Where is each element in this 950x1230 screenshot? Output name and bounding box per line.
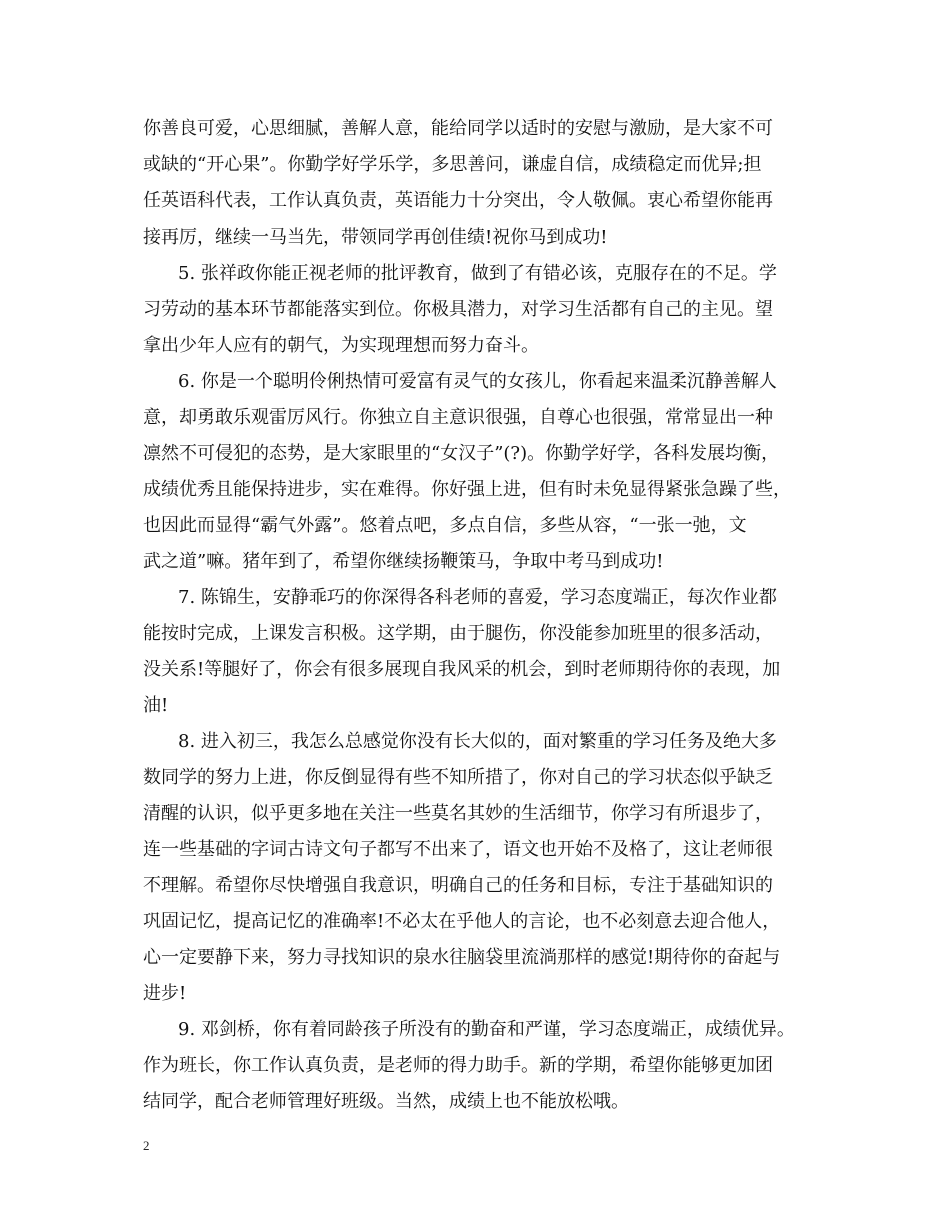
paragraph-1-line-1: 你善良可爱，心思细腻，善解人意，能给同学以适时的安慰与激励，是大家不可 [143, 118, 773, 139]
paragraph-7-line-3: 没关系!等腿好了，你会有很多展现自我风采的机会，到时老师期待你的表现，加 [143, 659, 781, 680]
paragraph-9-line-1: 9. 邓剑桥，你有着同龄孩子所没有的勤奋和严谨，学习态度端正，成绩优异。 [178, 1019, 795, 1040]
paragraph-6-line-2: 意，却勇敢乐观雷厉风行。你独立自主意识很强，自尊心也很强，常常显出一种 [143, 407, 773, 428]
page-number: 2 [143, 1138, 150, 1153]
paragraph-1-line-3: 任英语科代表，工作认真负责，英语能力十分突出，令人敬佩。衷心希望你能再 [143, 190, 773, 211]
paragraph-6-line-3: 凛然不可侵犯的态势，是大家眼里的“女汉子”(?)。你勤学好学，各科发展均衡， [143, 443, 780, 464]
paragraph-8-line-4: 连一些基础的字词古诗文句子都写不出来了，语文也开始不及格了，这让老师很 [143, 839, 773, 860]
paragraph-6-line-6: 武之道”嘛。猪年到了，希望你继续扬鞭策马，争取中考马到成功! [143, 551, 664, 572]
paragraph-1-line-2: 或缺的“开心果”。你勤学好学乐学，多思善问，谦虚自信，成绩稳定而优异;担 [143, 154, 762, 175]
paragraph-5-line-2: 习劳动的基本环节都能落实到位。你极具潜力，对学习生活都有自己的主见。望 [143, 299, 773, 320]
paragraph-8-line-7: 心一定要静下来，努力寻找知识的泉水往脑袋里流淌那样的感觉!期待你的奋起与 [143, 947, 781, 968]
paragraph-6-line-5: 也因此而显得“霸气外露”。悠着点吧，多点自信，多些从容，“一张一弛，文 [143, 515, 747, 536]
paragraph-7-line-2: 能按时完成，上课发言积极。这学期，由于腿伤，你没能参加班里的很多活动， [143, 623, 773, 644]
paragraph-8-line-2: 数同学的努力上进，你反倒显得有些不知所措了，你对自己的学习状态似乎缺乏 [143, 767, 773, 788]
paragraph-7-line-1: 7. 陈锦生，安静乖巧的你深得各科老师的喜爱，学习态度端正，每次作业都 [178, 587, 777, 608]
paragraph-9-line-2: 作为班长，你工作认真负责，是老师的得力助手。新的学期，希望你能够更加团 [143, 1055, 773, 1076]
paragraph-7-line-4: 油! [143, 695, 169, 716]
paragraph-8-line-8: 进步! [143, 983, 187, 1004]
paragraph-6-line-4: 成绩优秀且能保持进步，实在难得。你好强上进，但有时未免显得紧张急躁了些， [143, 479, 791, 500]
paragraph-8-line-1: 8. 进入初三，我怎么总感觉你没有长大似的，面对繁重的学习任务及绝大多 [178, 731, 777, 752]
paragraph-9-line-3: 结同学，配合老师管理好班级。当然，成绩上也不能放松哦。 [143, 1091, 629, 1112]
paragraph-8-line-6: 巩固记忆，提高记忆的准确率!不必太在乎他人的言论，也不必刻意去迎合他人， [143, 911, 781, 932]
paragraph-1-line-4: 接再厉，继续一马当先，带领同学再创佳绩!祝你马到成功! [143, 227, 608, 248]
paragraph-6-line-1: 6. 你是一个聪明伶俐热情可爱富有灵气的女孩儿，你看起来温柔沉静善解人 [178, 371, 777, 392]
paragraph-8-line-3: 清醒的认识，似乎更多地在关注一些莫名其妙的生活细节，你学习有所退步了， [143, 803, 773, 824]
paragraph-5-line-3: 拿出少年人应有的朝气，为实现理想而努力奋斗。 [143, 335, 539, 356]
paragraph-5-line-1: 5. 张祥政你能正视老师的批评教育，做到了有错必该，克服存在的不足。学 [178, 263, 777, 284]
paragraph-8-line-5: 不理解。希望你尽快增强自我意识，明确自己的任务和目标，专注于基础知识的 [143, 875, 773, 896]
